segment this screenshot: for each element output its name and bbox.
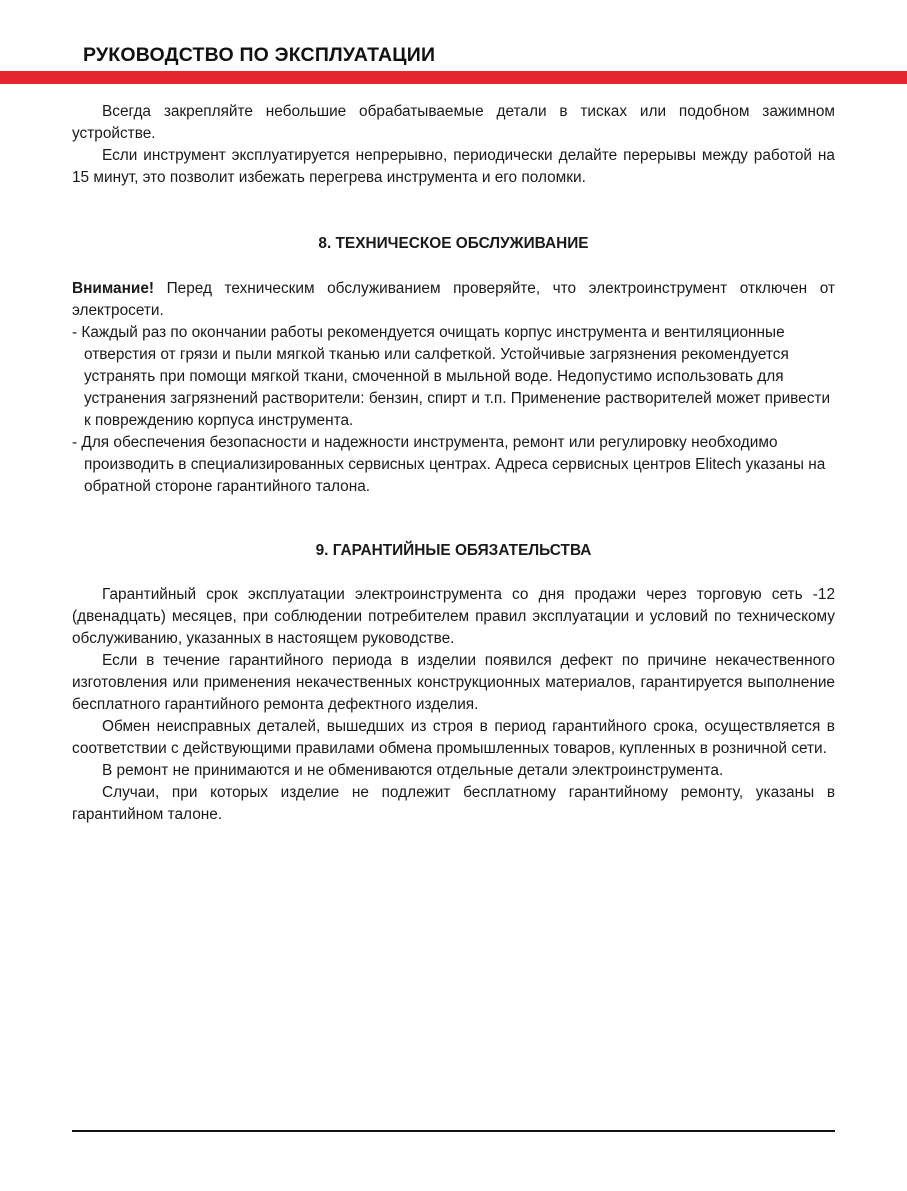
header-red-bar [0, 71, 907, 84]
intro-paragraph: Если инструмент эксплуатируется непрерывно, периодически делайте перерывы между работой на 15 минут, это позволит избежать перегрева инструмента и его поломки. [72, 147, 835, 186]
warranty-paragraph: Случаи, при которых изделие не подлежит бесплатному гарантийному ремонту, указаны в гарантийном талоне. [72, 784, 835, 823]
warranty-paragraph: Обмен неисправных деталей, вышедших из строя в период гарантийного срока, осуществляется в соответствии с действующими правилами обмена промышленных товаров, купленных в розничной сети. [72, 718, 835, 757]
intro-paragraph: Всегда закрепляйте небольшие обрабатываемые детали в тисках или подобном зажимном устройстве. [72, 103, 835, 142]
warning-label: Внимание! [72, 280, 155, 297]
section-8-title: 8. ТЕХНИЧЕСКОЕ ОБСЛУЖИВАНИЕ [318, 235, 589, 252]
warranty-paragraph: В ремонт не принимаются и не обмениваются отдельные детали электроинструмента. [102, 762, 724, 779]
maintenance-list-item: - Каждый раз по окончании работы рекомендуется очищать корпус инструмента и вентиляционные отверстия от грязи и пыли мягкой тканью или салфеткой. Устойчивые загрязнения рекомендуется устранять при помощи мягкой ткани, смоченной в мыльной воде. Недопустимо использовать для устранения загрязнений растворители: бензин, спирт и т.п. Применение растворителей может привести к повреждению корпуса инструмента. [72, 324, 831, 429]
warranty-paragraph: Гарантийный срок эксплуатации электроинструмента со дня продажи через торговую сеть -12 (двенадцать) месяцев, при соблюдении потребителем правил эксплуатации и условий по техническому обслуживанию, указанных в настоящем руководстве. [72, 586, 835, 647]
warning-paragraph [72, 278, 835, 322]
footer-divider [72, 1130, 835, 1132]
section-9-title: 9. ГАРАНТИЙНЫЕ ОБЯЗАТЕЛЬСТВА [315, 542, 592, 559]
page-content [72, 101, 835, 826]
warning-text: Перед техническим обслуживанием проверяйте, что электроинструмент отключен от электросети. [72, 280, 835, 319]
maintenance-list-item: - Для обеспечения безопасности и надежности инструмента, ремонт или регулировку необходимо производить в специализированных сервисных центрах. Адреса сервисных центров Elitech указаны на обратной стороне гарантийного талона. [72, 434, 826, 495]
warranty-paragraph: Если в течение гарантийного периода в изделии появился дефект по причине некачественного изготовления или применения некачественных конструкционных материалов, гарантируется выполнение бесплатного гарантийного ремонта дефектного изделия. [72, 652, 835, 713]
page-header-title: РУКОВОДСТВО ПО ЭКСПЛУАТАЦИИ [83, 44, 436, 66]
